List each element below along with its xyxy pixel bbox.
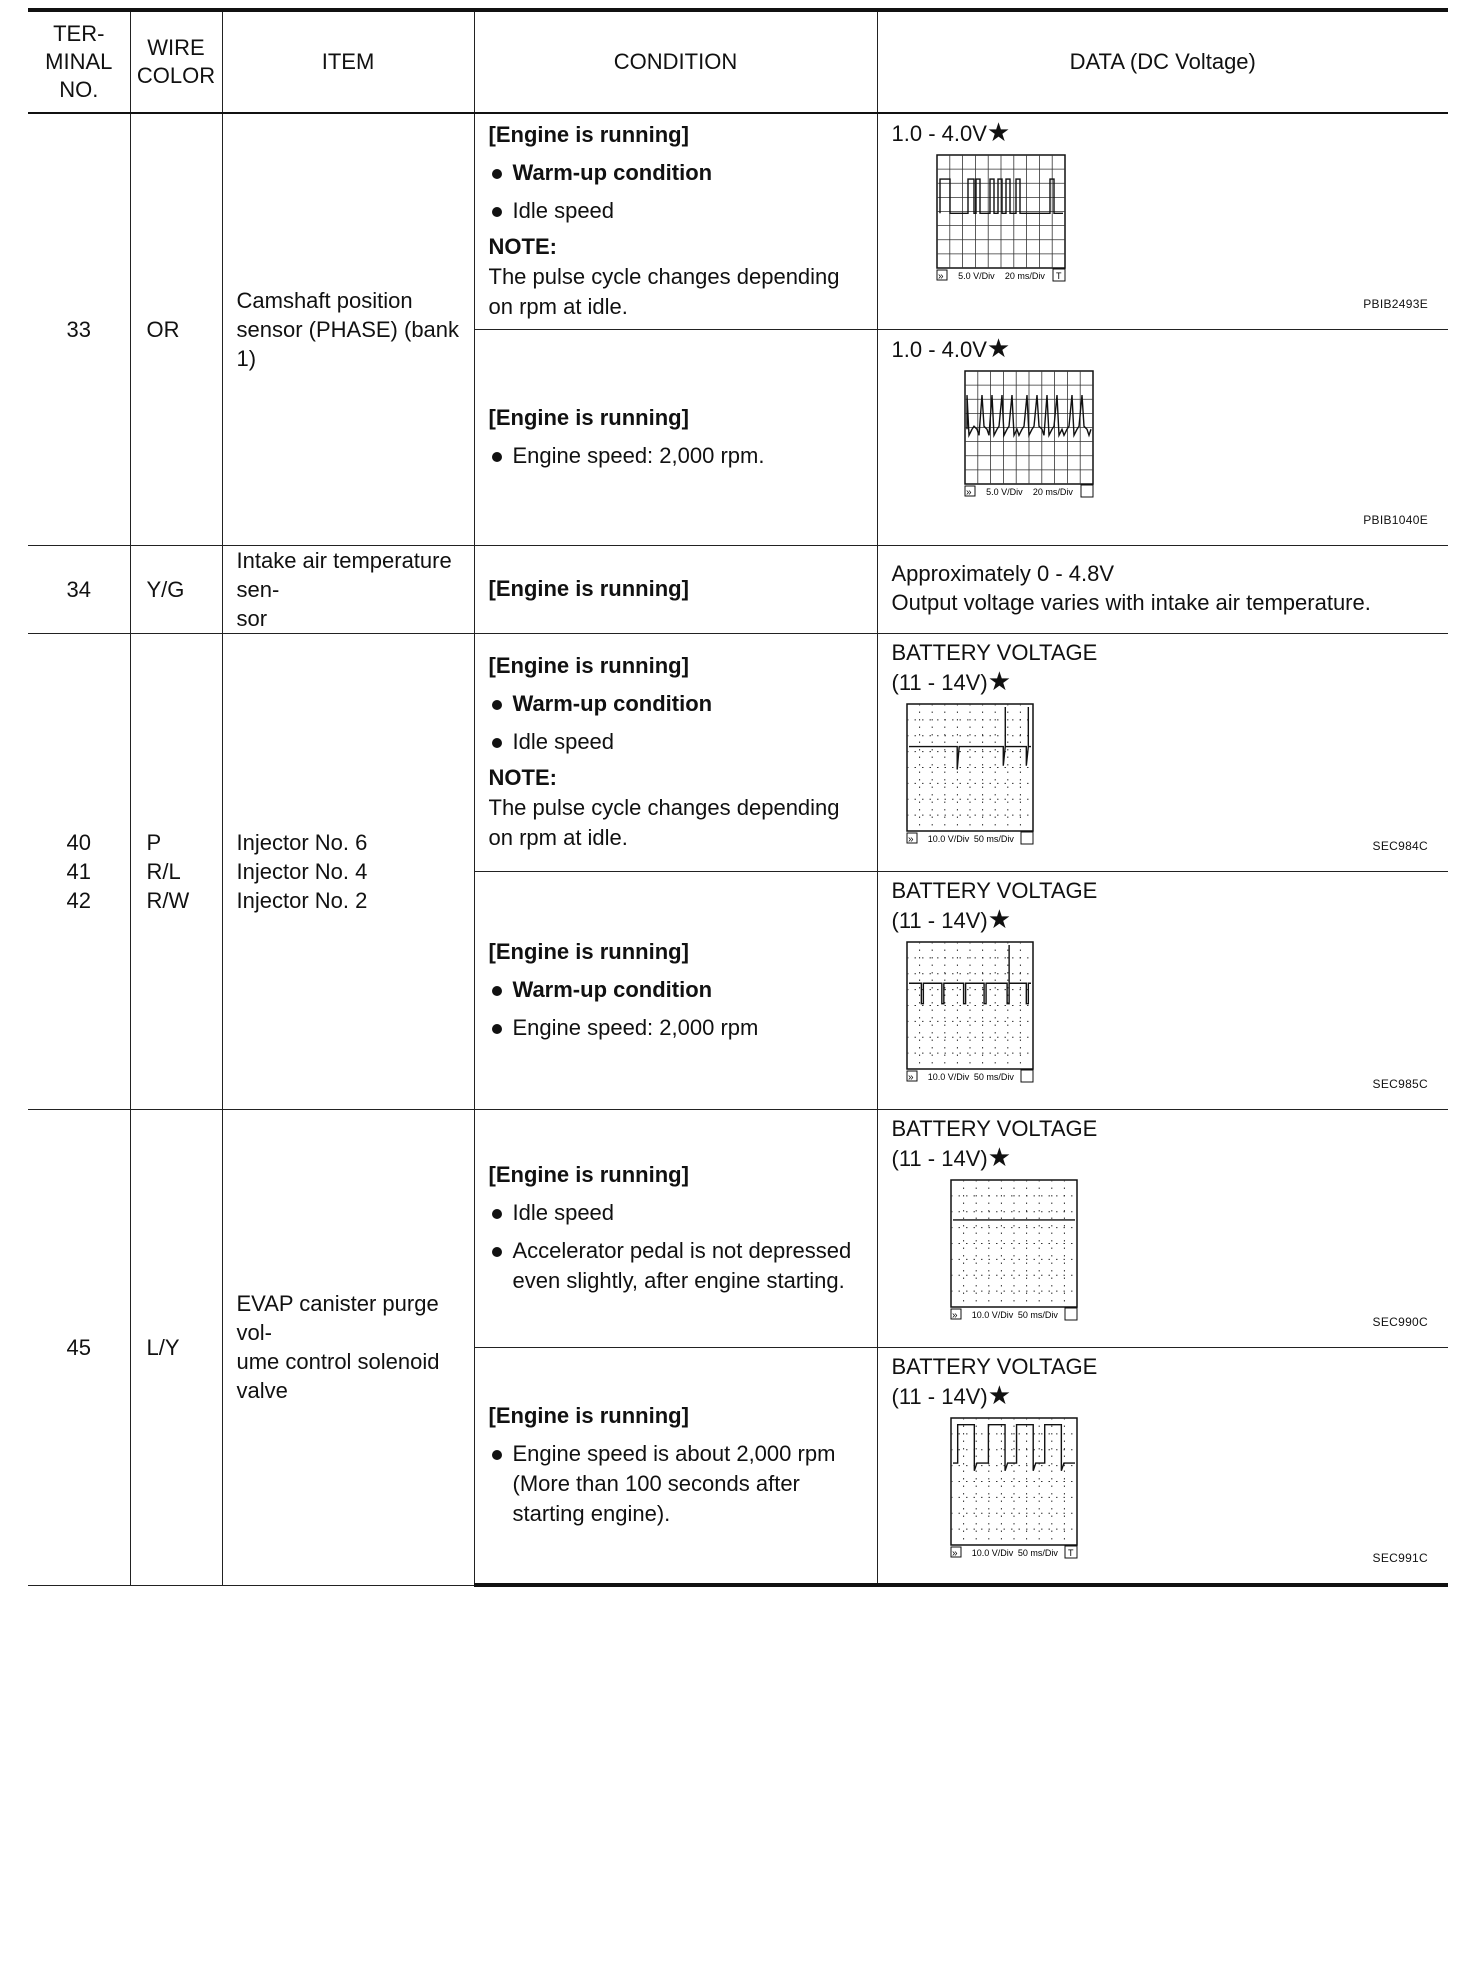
scope-time-div-label: 50 ms/Div xyxy=(1017,1309,1058,1320)
figure-code: PBIB2493E xyxy=(1363,296,1428,311)
scope-volt-div-label: 5.0 V/Div xyxy=(957,271,995,281)
data-value-line xyxy=(892,559,1437,617)
data-value-line xyxy=(892,1352,1437,1381)
terminal-table-sheet xyxy=(28,8,1448,1587)
header-terminal-no-text: TER- MINAL NO. xyxy=(45,21,113,102)
scope-volt-div-label: 10.0 V/Div xyxy=(971,1309,1013,1320)
figure-code: SEC990C xyxy=(1372,1314,1428,1329)
header-data xyxy=(877,10,1448,113)
figure-code: SEC991C xyxy=(1372,1551,1428,1565)
scope-arrow-icon: » xyxy=(965,486,972,498)
note-text: The pulse cycle changes depending on rpm at idle. xyxy=(488,264,840,320)
cell-data xyxy=(877,1347,1448,1585)
condition-bullet: Warm-up condition xyxy=(489,689,863,719)
cell-terminal-no xyxy=(28,113,130,545)
cell-wire-color xyxy=(130,1109,222,1585)
data-voltage-text: BATTERY VOLTAGE xyxy=(891,639,1098,665)
note-heading: NOTE: xyxy=(488,765,557,790)
scope-time-div-label: 20 ms/Div xyxy=(1004,271,1045,281)
condition-bullet: Warm-up condition xyxy=(489,975,863,1005)
oscilloscope-waveform xyxy=(936,154,1066,282)
figure-code: SEC984C xyxy=(1372,838,1428,853)
condition-bullet: Idle speed xyxy=(489,1198,863,1228)
cell-data xyxy=(877,329,1448,545)
note-text: The pulse cycle changes depending on rpm at idle. xyxy=(488,795,840,850)
cell-wire-color xyxy=(130,113,222,545)
terminal-number: 33 xyxy=(66,316,91,342)
data-value-line xyxy=(892,118,1437,148)
scope-frame xyxy=(951,1180,1077,1307)
header-condition-text: CONDITION xyxy=(613,49,738,74)
scope-frame xyxy=(907,704,1033,831)
note-heading: NOTE: xyxy=(488,234,557,260)
wire-color-code: Y/G xyxy=(146,576,185,602)
scope-arrow-icon: » xyxy=(907,1071,914,1083)
data-value-line-2 xyxy=(892,667,1437,697)
star-icon: ★ xyxy=(987,1141,1011,1172)
scope-corner-box xyxy=(1065,1308,1077,1320)
scope-arrow-icon: » xyxy=(907,833,914,845)
scope-time-div-label: 50 ms/Div xyxy=(1017,1547,1058,1558)
condition-heading: [Engine is running] xyxy=(488,1403,689,1429)
wire-color-code: L/Y xyxy=(146,1334,180,1360)
header-wire-color xyxy=(130,10,222,113)
scope-time-div-label: 50 ms/Div xyxy=(973,1071,1014,1082)
condition-note xyxy=(489,763,863,853)
data-voltage-text: BATTERY VOLTAGE xyxy=(891,1353,1098,1379)
cell-terminal-no xyxy=(28,545,130,633)
data-voltage-text: 1.0 - 4.0V xyxy=(891,121,987,146)
oscilloscope-waveform xyxy=(906,941,1034,1083)
data-voltage-range: (11 - 14V) xyxy=(891,907,988,933)
star-icon: ★ xyxy=(986,332,1011,363)
cell-terminal-no xyxy=(28,1109,130,1585)
data-value-line-2 xyxy=(892,1143,1437,1173)
scope-trigger-marker: T xyxy=(1055,271,1061,281)
cell-data xyxy=(877,113,1448,329)
condition-heading: [Engine is running] xyxy=(488,122,689,148)
item-description: Injector No. 6 Injector No. 4 Injector No. 2 xyxy=(236,829,368,913)
data-value-line-2 xyxy=(892,1381,1437,1411)
data-value-line xyxy=(892,876,1437,905)
header-item xyxy=(222,10,474,113)
table-row xyxy=(28,1109,1448,1347)
terminal-number: 40 41 42 xyxy=(66,829,91,913)
scope-volt-div-label: 10.0 V/Div xyxy=(927,833,969,844)
cell-wire-color xyxy=(130,545,222,633)
condition-bullet: Warm-up condition xyxy=(489,158,863,188)
cell-data xyxy=(877,633,1448,871)
condition-heading: [Engine is running] xyxy=(488,653,689,678)
data-value-line xyxy=(892,1114,1437,1143)
condition-heading: [Engine is running] xyxy=(488,405,689,430)
table-row xyxy=(28,633,1448,871)
cell-wire-color xyxy=(130,633,222,1109)
wire-color-code: OR xyxy=(146,316,180,342)
condition-bullet: Engine speed is about 2,000 rpm (More than 100 seconds after starting engine). xyxy=(489,1439,863,1529)
wire-color-code: P R/L R/W xyxy=(146,829,190,913)
condition-bullet: Engine speed: 2,000 rpm xyxy=(489,1013,863,1043)
star-icon: ★ xyxy=(987,903,1011,934)
item-description: EVAP canister purge vol- ume control solenoid valve xyxy=(236,1291,440,1403)
scope-corner-box xyxy=(1021,1070,1033,1082)
scope-volt-div-label: 10.0 V/Div xyxy=(927,1071,969,1082)
condition-bullet: Engine speed: 2,000 rpm. xyxy=(489,441,863,471)
terminal-number: 34 xyxy=(66,576,91,602)
condition-bullet: Accelerator pedal is not depressed even slightly, after engine starting. xyxy=(489,1236,863,1296)
data-voltage-range: (11 - 14V) xyxy=(891,1383,988,1409)
data-voltage-range: (11 - 14V) xyxy=(891,669,988,695)
cell-item xyxy=(222,1109,474,1585)
star-icon: ★ xyxy=(987,1379,1011,1410)
condition-heading: [Engine is running] xyxy=(488,939,689,964)
condition-note xyxy=(489,232,863,322)
cell-condition xyxy=(474,633,877,871)
oscilloscope-waveform xyxy=(906,703,1034,845)
data-value-line xyxy=(892,638,1437,667)
scope-time-div-label: 50 ms/Div xyxy=(973,833,1014,844)
oscilloscope-waveform xyxy=(964,370,1094,498)
oscilloscope-waveform xyxy=(950,1179,1078,1321)
cell-data xyxy=(877,871,1448,1109)
cell-data xyxy=(877,1109,1448,1347)
data-value-line-2 xyxy=(892,905,1437,935)
scope-corner-box xyxy=(1081,485,1093,497)
header-condition xyxy=(474,10,877,113)
cell-item xyxy=(222,633,474,1109)
cell-condition xyxy=(474,329,877,545)
terminal-number: 45 xyxy=(66,1334,91,1360)
scope-frame xyxy=(907,942,1033,1069)
condition-bullet: Idle speed xyxy=(489,196,863,226)
oscilloscope-waveform xyxy=(950,1417,1078,1559)
condition-heading: [Engine is running] xyxy=(488,1162,689,1187)
data-voltage-text: 1.0 - 4.0V xyxy=(891,336,987,362)
scope-volt-div-label: 5.0 V/Div xyxy=(985,486,1023,497)
scope-frame xyxy=(951,1418,1077,1545)
table-header-row xyxy=(28,10,1448,113)
scope-time-div-label: 20 ms/Div xyxy=(1032,486,1073,497)
figure-code: PBIB1040E xyxy=(1363,512,1428,527)
cell-terminal-no xyxy=(28,633,130,1109)
scope-corner-box xyxy=(1021,832,1033,844)
cell-condition xyxy=(474,1347,877,1585)
condition-bullet: Idle speed xyxy=(489,727,863,757)
data-voltage-range: (11 - 14V) xyxy=(891,1145,988,1171)
cell-item xyxy=(222,113,474,545)
data-voltage-text: Approximately 0 - 4.8V Output voltage varies with intake air temperature. xyxy=(891,561,1371,615)
header-item-text: ITEM xyxy=(321,49,375,74)
item-description: Intake air temperature sen- sor xyxy=(236,547,452,631)
cell-item xyxy=(222,545,474,633)
condition-heading: [Engine is running] xyxy=(488,576,689,601)
terminal-data-table xyxy=(28,8,1448,1587)
scope-trigger-marker: T xyxy=(1067,1547,1073,1558)
header-data-text: DATA (DC Voltage) xyxy=(1069,49,1256,74)
star-icon: ★ xyxy=(987,665,1011,696)
cell-condition xyxy=(474,1109,877,1347)
scope-arrow-icon: » xyxy=(951,1309,958,1321)
scope-arrow-icon: » xyxy=(951,1547,958,1559)
scope-volt-div-label: 10.0 V/Div xyxy=(971,1547,1013,1558)
data-voltage-text: BATTERY VOLTAGE xyxy=(891,877,1098,903)
star-icon: ★ xyxy=(986,117,1011,147)
cell-condition xyxy=(474,113,877,329)
table-row xyxy=(28,113,1448,329)
data-value-line xyxy=(892,334,1437,364)
scope-arrow-icon: » xyxy=(937,271,944,282)
header-terminal-no xyxy=(28,10,130,113)
figure-code: SEC985C xyxy=(1372,1076,1428,1091)
item-description: Camshaft position sensor (PHASE) (bank 1) xyxy=(236,287,460,371)
cell-condition xyxy=(474,545,877,633)
cell-condition xyxy=(474,871,877,1109)
header-wire-color-text: WIRE COLOR xyxy=(136,35,216,88)
cell-data xyxy=(877,545,1448,633)
data-voltage-text: BATTERY VOLTAGE xyxy=(891,1115,1098,1141)
table-row xyxy=(28,545,1448,633)
